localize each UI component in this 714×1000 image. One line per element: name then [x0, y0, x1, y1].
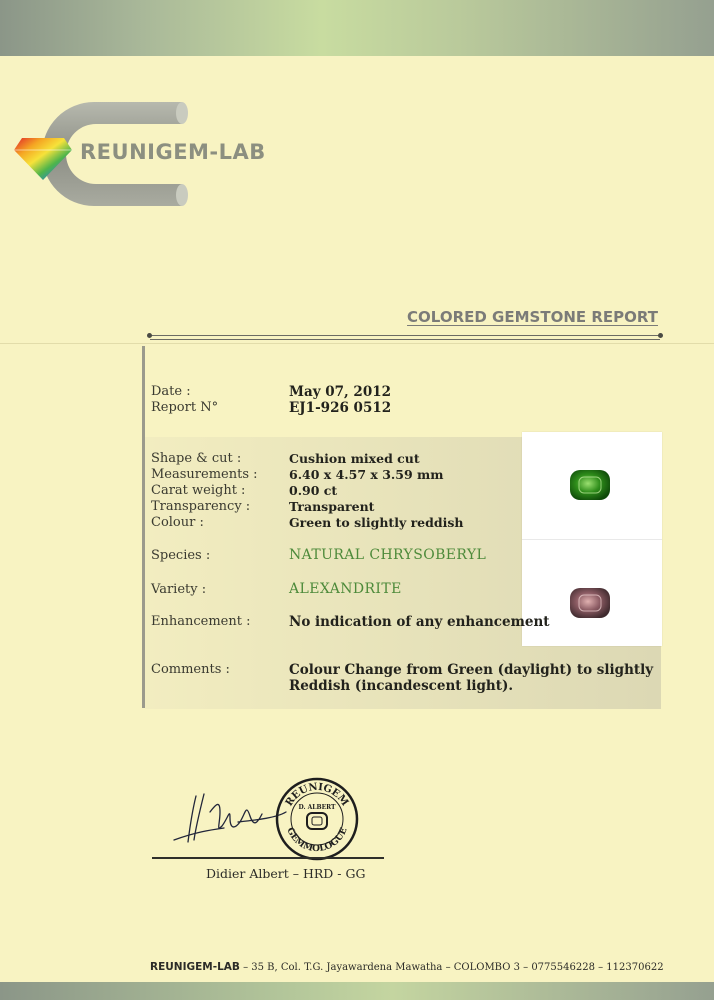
enhancement-label: Enhancement :: [151, 614, 251, 629]
title-rule: [150, 335, 660, 340]
signature-rule: [152, 857, 384, 859]
measurements-label: Measurements :: [151, 467, 258, 482]
species-value: NATURAL CHRYSOBERYL: [289, 547, 487, 563]
svg-text:GEMMOLOGUE: [284, 826, 349, 854]
shape-cut-label: Shape & cut :: [151, 451, 242, 466]
bottom-decorative-band: [0, 982, 714, 1000]
gem-daylight-image: [568, 468, 612, 502]
top-decorative-band: [0, 0, 714, 56]
enhancement-value: No indication of any enhancement: [289, 614, 550, 630]
date-value: May 07, 2012: [289, 384, 391, 400]
report-title: COLORED GEMSTONE REPORT: [407, 308, 658, 326]
signer-name: Didier Albert – HRD - GG: [206, 866, 366, 881]
date-label: Date :: [151, 384, 191, 399]
gem-divider: [522, 539, 662, 540]
footer-address-text: – 35 B, Col. T.G. Jayawardena Mawatha – COLOMBO 3 – 0775546228 – 112370622: [239, 962, 664, 973]
rainbow-diamond-icon: [14, 136, 72, 180]
footer-brand: REUNIGEM-LAB: [150, 961, 240, 973]
species-label: Species :: [151, 548, 211, 563]
stamp-bottom-text: GEMMOLOGUE: [284, 826, 350, 855]
comments-line-1: Colour Change from Green (daylight) to slightly: [289, 662, 654, 678]
gem-incandescent-image: [568, 586, 612, 620]
gemmologist-stamp: [274, 776, 360, 862]
colour-value: Green to slightly reddish: [289, 515, 464, 530]
variety-label: Variety :: [151, 582, 207, 597]
stamp-middle-text: D. ALBERT: [298, 804, 336, 811]
report-number-label: Report N°: [151, 400, 219, 415]
variety-value: ALEXANDRITE: [289, 581, 402, 597]
measurements-value: 6.40 x 4.57 x 3.59 mm: [289, 467, 444, 482]
colour-label: Colour :: [151, 515, 204, 530]
report-number-value: EJ1-926 0512: [289, 400, 392, 416]
carat-weight-label: Carat weight :: [151, 483, 246, 498]
paper-fold-line: [0, 343, 714, 344]
transparency-value: Transparent: [289, 499, 375, 514]
comments-label: Comments :: [151, 662, 230, 677]
transparency-label: Transparency :: [151, 499, 251, 514]
brand-name: REUNIGEM-LAB: [80, 140, 266, 164]
carat-weight-value: 0.90 ct: [289, 483, 338, 498]
shape-cut-value: Cushion mixed cut: [289, 451, 420, 466]
comments-line-2: Reddish (incandescent light).: [289, 678, 514, 694]
footer-address: [150, 961, 664, 973]
stamp-top-text: REUNIGEM: [283, 781, 351, 809]
